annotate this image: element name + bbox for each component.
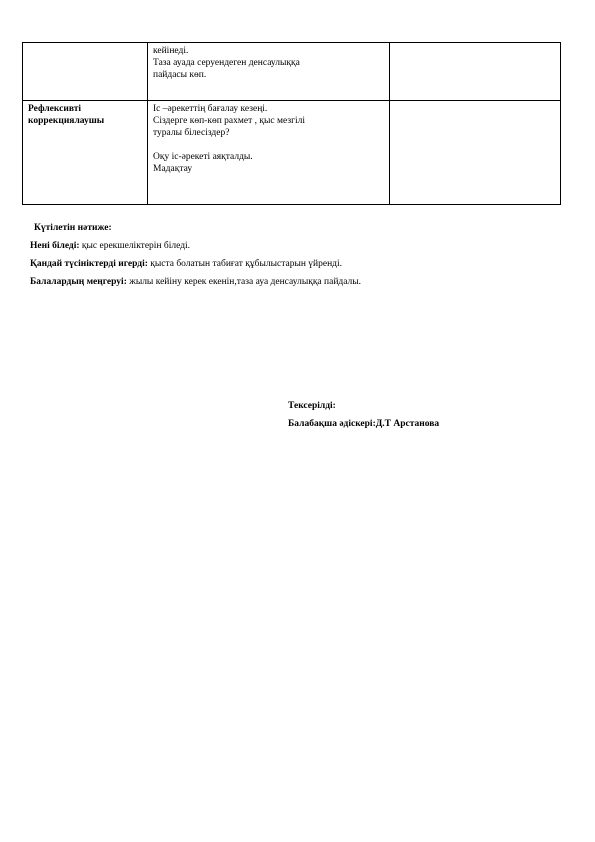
expected-outcomes [30,222,570,294]
stage-cell [23,43,148,101]
stage-label: Рефлексивті [28,104,82,114]
activity-line: Таза ауада серуендеген денсаулыққа [153,58,300,68]
activity-line: Оқу іс-әрекеті аяқталды. [153,152,253,162]
checked-label: Тексерілді: [288,401,336,411]
outcome-text: жылы кейіну керек екенін,таза ауа денсаулыққа пайдалы. [126,277,362,287]
outcome-item [30,276,570,288]
blank-line [153,139,385,151]
stage-label: коррекциялаушы [28,116,105,126]
activity-line: Іс –әрекеттің бағалау кезеңі. [153,104,268,114]
outcome-item [30,258,570,270]
outcome-label: Қандай түсініктерді игерді: [30,259,148,269]
outcome-text: қыс ерекшеліктерін біледі. [79,241,191,251]
outcomes-heading: Күтілетін нәтиже: [34,223,112,233]
outcome-label: Балалардың меңгеруі: [30,277,127,287]
activity-line: кейінеді. [153,46,189,56]
activity-line: туралы білесіздер? [153,128,230,138]
activity-line: Сіздерге көп-көп рахмет , қыс мезгілі [153,116,305,126]
outcome-text: қыста болатын табиғат құбылыстарын үйренді. [147,259,343,269]
stage-cell [23,101,148,205]
activity-cell [148,101,390,205]
outcome-label: Нені біледі: [30,241,80,251]
notes-cell [390,43,561,101]
activity-line: Мадақтау [153,164,193,174]
outcome-item [30,240,570,252]
table-row [23,43,561,101]
activity-cell [148,43,390,101]
methodist-name: Балабақша әдіскері:Д.Т Арстанова [288,419,440,429]
notes-cell [390,101,561,205]
lesson-plan-table [22,42,561,205]
activity-line: пайдасы көп. [153,70,207,80]
table-row [23,101,561,205]
signature-block [288,400,568,436]
